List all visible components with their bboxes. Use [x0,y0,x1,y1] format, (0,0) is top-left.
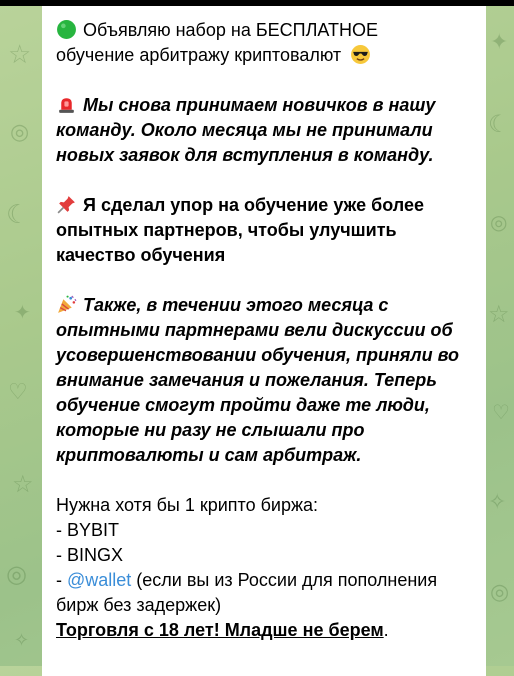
improvements-line-2: опытными партнерами вели дискуссии об [56,320,453,340]
list-item-prefix: - [56,570,67,590]
paragraph-requirements [56,493,472,618]
paragraph-recruiting [56,93,472,168]
paragraph-announcement [56,18,472,68]
age-limit-text: Торговля с 18 лет! Младше не берем [56,620,384,640]
green-circle-icon [56,19,77,40]
list-item-wallet [56,568,472,593]
star-icon: ✦ [14,300,31,324]
sunglasses-face-icon [350,44,371,65]
planet-icon: ◎ [6,560,27,588]
focus-line-2: опытных партнеров, чтобы улучшить [56,220,397,240]
list-item-bybit: - BYBIT [56,520,120,540]
announcement-line-1: Объявляю набор на БЕСПЛАТНОЕ [83,20,379,40]
party-popper-icon [56,294,77,315]
improvements-line-1: Также, в течении этого месяца с [83,295,389,315]
improvements-line-6: которые ни разу не слышали про [56,420,365,440]
paragraph-improvements [56,293,472,468]
announcement-line-2: обучение арбитражу криптовалют [56,45,342,65]
pushpin-icon [56,194,77,215]
star-icon: ✧ [14,630,30,651]
heart-icon: ♡ [8,380,28,405]
wallet-note: (если вы из России для пополнения [131,570,438,590]
planet-icon: ◎ [10,120,30,145]
improvements-line-5: обучение смогут пройти даже те люди, [56,395,430,415]
improvements-line-3: усовершенствовании обучения, приняли во [56,345,460,365]
wallet-link[interactable]: @wallet [67,570,132,590]
heart-icon: ♡ [492,400,510,424]
improvements-line-4: внимание замечания и пожелания. Теперь [56,370,437,390]
recruiting-line-2: команду. Около месяца мы не принимали [56,120,433,140]
paragraph-age-limit [56,618,472,643]
siren-light-icon [56,94,77,115]
star-icon: ☆ [8,40,32,70]
moon-icon: ☾ [488,110,510,138]
requirements-heading: Нужна хотя бы 1 крипто биржа: [56,495,319,515]
paragraph-focus [56,193,472,268]
list-item-bingx: - BINGX [56,545,124,565]
star-icon: ✦ [490,30,509,55]
star-icon: ✧ [488,490,507,515]
focus-line-3: качество обучения [56,245,226,265]
recruiting-line-3: новых заявок для вступления в команду. [56,145,434,165]
moon-icon: ☾ [6,200,30,230]
star-icon: ☆ [12,470,34,498]
focus-line-1: Я сделал упор на обучение уже более [83,195,424,215]
planet-icon: ◎ [490,580,510,605]
improvements-line-7: криптовалюты и сам арбитраж. [56,445,362,465]
recruiting-line-1: Мы снова принимаем новичков в нашу [83,95,436,115]
wallet-note-line-2: бирж без задержек) [56,595,222,615]
star-icon: ☆ [488,300,510,328]
message-bubble[interactable] [42,6,486,676]
planet-icon: ◎ [490,210,508,234]
age-limit-period: . [383,620,389,640]
